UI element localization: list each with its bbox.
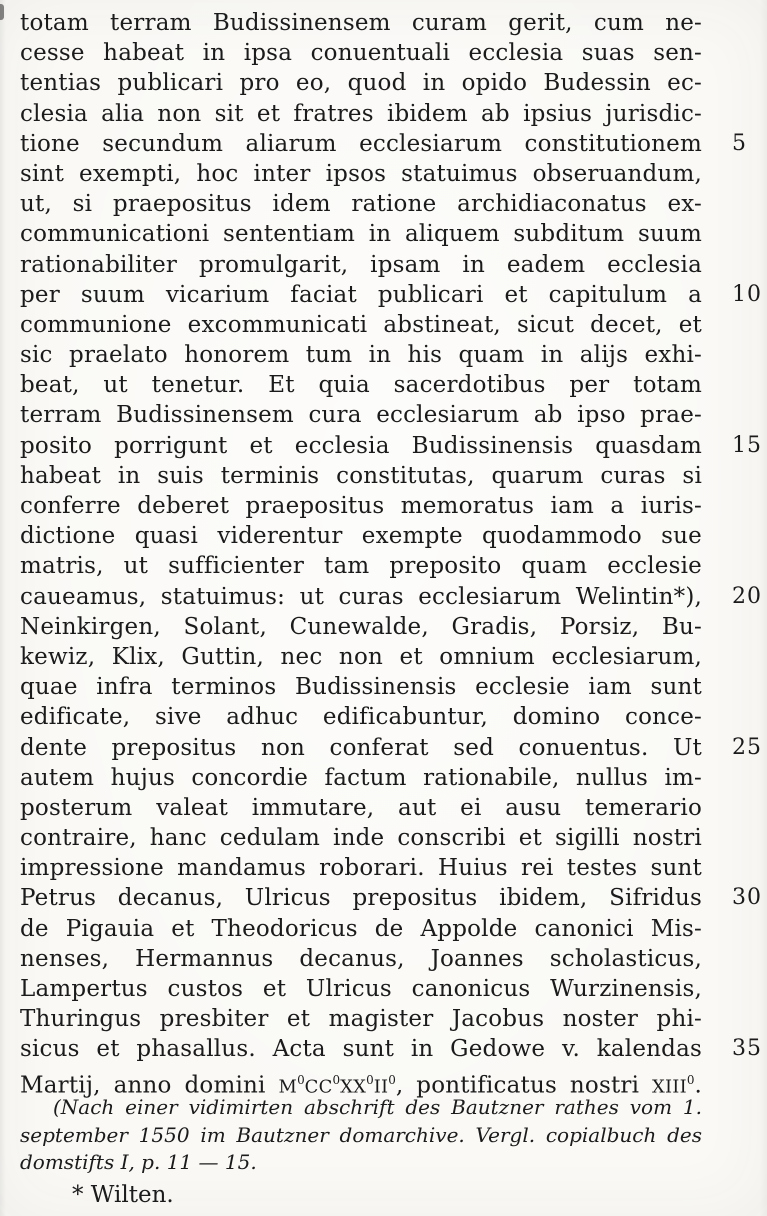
text-line-content: autem hujus concordie factum rationabile, nullus im- — [20, 764, 702, 791]
text-line — [20, 159, 702, 189]
text-line-content: clesia alia non sit et fratres ibidem ab ipsius jurisdic- — [20, 100, 702, 127]
text-segment: Martij, anno domini — [20, 1072, 279, 1099]
text-line — [20, 280, 762, 310]
text-line — [20, 400, 702, 430]
text-line — [20, 68, 702, 98]
line-number: 15 — [732, 432, 762, 458]
footnote-marker-wilten: * Wilten. — [72, 1181, 174, 1208]
line-number: 5 — [732, 130, 747, 156]
footnote-source-note — [20, 1094, 702, 1177]
text-line-content: terram Budissinensem cura ecclesiarum ab ipso prae- — [20, 402, 702, 429]
text-line-content: posterum valeat immutare, aut ei ausu temerario — [20, 794, 702, 821]
superscript-segment: 0 — [388, 1072, 396, 1087]
text-line-content: sicus et phasallus. Acta sunt in Gedowe v. kalendas — [20, 1036, 702, 1063]
text-line-content: de Pigauia et Theodoricus de Appolde canonici Mis- — [20, 915, 702, 942]
text-line — [20, 38, 702, 68]
text-line — [20, 853, 702, 883]
line-number: 10 — [732, 281, 762, 307]
smallcaps-segment: M — [278, 1076, 298, 1098]
line-number: 30 — [732, 885, 762, 911]
text-line-content: totam terram Budissinensem curam gerit, cum ne- — [20, 10, 702, 36]
text-line — [20, 763, 702, 793]
text-line-content: beat, ut tenetur. Et quia sacerdotibus per totam — [20, 372, 702, 399]
text-line — [20, 1034, 762, 1064]
text-line-content: caueamus, statuimus: ut curas ecclesiarum Welintin*), — [20, 583, 702, 610]
text-line — [20, 793, 702, 823]
text-line-content: rationabiliter promulgarit, ipsam in eadem ecclesia — [20, 251, 702, 278]
text-line — [20, 491, 702, 521]
text-line-content: Lampertus custos et Ulricus canonicus Wurzinensis, — [20, 976, 702, 1002]
text-line-content: matris, ut sufficienter tam preposito quam ecclesie — [20, 553, 702, 580]
text-line — [20, 8, 702, 38]
text-line — [20, 461, 702, 491]
text-line — [20, 1065, 702, 1099]
text-line — [20, 551, 702, 581]
text-line-content: nenses, Hermannus decanus, Joannes scholasticus, — [20, 945, 702, 972]
text-line-content: cesse habeat in ipsa conuentuali ecclesia suas sen- — [20, 40, 702, 67]
text-line — [20, 974, 702, 1004]
text-line — [20, 370, 702, 400]
superscript-segment: 0 — [297, 1072, 305, 1087]
superscript-segment: 0 — [366, 1072, 374, 1087]
text-line — [20, 582, 762, 612]
text-line — [20, 823, 702, 853]
text-line-content: habeat in suis terminis constitutas, quarum curas si — [20, 462, 702, 489]
superscript-segment: 0 — [332, 1072, 341, 1087]
footnote-line: september 1550 im Bautzner domarchive. Vergl. copialbuch des — [20, 1122, 702, 1147]
text-line-content: tentias publicari pro eo, quod in opido Budessin ec- — [20, 70, 702, 97]
text-line-content: edificate, sive adhuc edificabuntur, domino conce- — [20, 704, 702, 731]
text-line — [20, 914, 702, 944]
text-line-content: impressione mandamus roborari. Huius rei testes sunt — [20, 855, 702, 882]
text-line — [20, 129, 747, 159]
text-line-content: communicationi sententiam in aliquem subditum suum — [20, 221, 702, 248]
text-line — [20, 99, 702, 129]
text-line-content: sic praelato honorem tum in his quam in alijs exhi- — [20, 342, 702, 369]
text-line-content: Petrus decanus, Ulricus prepositus ibidem, Sifridus — [20, 885, 702, 912]
text-line-content: sint exempti, hoc inter ipsos statuimus obseruandum, — [20, 160, 702, 187]
smallcaps-segment: XIII — [652, 1076, 687, 1098]
line-number: 25 — [732, 734, 762, 760]
text-line-content: conferre deberet praepositus memoratus iam a iuris- — [20, 493, 702, 519]
smallcaps-segment: XX — [340, 1076, 367, 1098]
text-line-content: dictione quasi viderentur exempte quodammodo sue — [20, 523, 702, 550]
line-number: 20 — [732, 583, 762, 609]
text-line-content: tione secundum aliarum ecclesiarum constitutionem — [20, 130, 702, 157]
text-line — [20, 219, 702, 249]
superscript-segment: 0 — [686, 1072, 695, 1087]
text-line — [20, 431, 762, 461]
footnote-line: (Nach einer vidimirten abschrift des Bautzner rathes vom 1. — [53, 1095, 702, 1119]
text-line — [20, 521, 702, 551]
text-line — [20, 883, 762, 913]
text-line-content: dente prepositus non conferat sed conuentus. Ut — [20, 734, 702, 761]
footnote-line: domstifts I, p. 11 — 15. — [20, 1150, 257, 1174]
text-line — [20, 310, 702, 340]
text-line-content: ut, si praepositus idem ratione archidiaconatus ex- — [20, 191, 702, 218]
text-line — [20, 642, 702, 672]
text-line-content: Neinkirgen, Solant, Cunewalde, Gradis, Porsiz, Bu- — [20, 613, 702, 640]
text-line — [20, 1004, 702, 1034]
text-segment: . — [694, 1072, 702, 1099]
text-line — [20, 672, 702, 702]
line-number: 35 — [732, 1036, 762, 1062]
text-line — [20, 250, 702, 280]
text-line — [20, 340, 702, 370]
text-line — [20, 702, 702, 732]
text-line — [20, 612, 702, 642]
text-line-content: kewiz, Klix, Guttin, nec non et omnium ecclesiarum, — [20, 643, 702, 670]
text-line-content: per suum vicarium faciat publicari et capitulum a — [20, 281, 702, 308]
main-text-block — [20, 8, 762, 1099]
text-line-content: quae infra terminos Budissinensis ecclesie iam sunt — [20, 674, 702, 701]
text-line — [20, 733, 762, 763]
text-line-content: communione excommunicati abstineat, sicut decet, et — [20, 311, 702, 338]
text-line — [20, 944, 702, 974]
text-segment: , pontificatus nostri — [395, 1072, 653, 1099]
text-line-content: contraire, hanc cedulam inde conscribi et sigilli nostri — [20, 825, 702, 852]
footnote-block — [20, 1094, 702, 1210]
text-line-content: posito porrigunt et ecclesia Budissinensis quasdam — [20, 432, 702, 459]
text-line — [20, 189, 702, 219]
smallcaps-segment: CC — [304, 1076, 333, 1098]
scan-edge-artifact — [0, 4, 4, 20]
smallcaps-segment: II — [373, 1076, 389, 1098]
text-line-content: Thuringus presbiter et magister Jacobus noster phi- — [20, 1006, 702, 1033]
